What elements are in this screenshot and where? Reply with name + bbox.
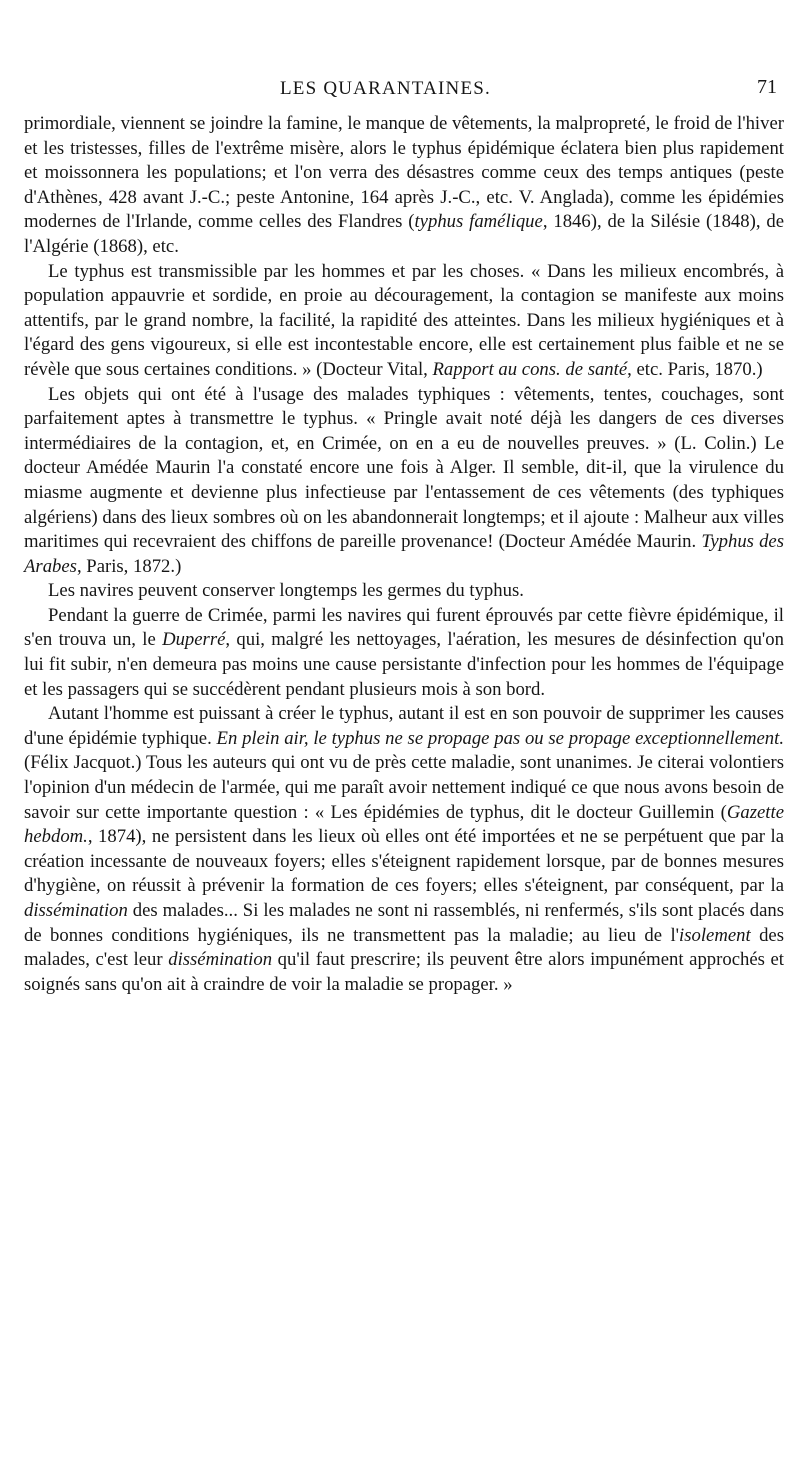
text-run: , Paris, 1872.) [76, 555, 182, 577]
text-run: Les objets qui ont été à l'usage des malades typhiques : vêtements, tentes, couchages, sont parfaitement aptes à transmettre le typhus. « Pringle avait noté déjà les dangers de ces diverses intermédiaires de la contagion, et, en Crimée, on en a eu de nouvelles preuves. » (L. Colin.) Le docteur Amédée Maurin l'a constaté encore une fois à Alger. Il semble, dit-il, que la virulence du miasme augmente et devienne plus infectieuse par l'entassement de ces vêtements (des typhiques algériens) dans des lieux sombres où on les abandonnerait longtemps; et il ajoute : Malheur aux villes maritimes qui recevraient des chiffons de pareille provenance! (Docteur Amédée Maurin. [24, 383, 784, 553]
text-run: (Félix Jacquot.) Tous les auteurs qui ont vu de près cette maladie, sont unanimes. Je citerai volontiers l'opinion d'un médecin de l'armée, qui me paraît avoir nettement indiqué ce que nous avons besoin de savoir sur cette importante question : « Les épidémies de typhus, dit le docteur Guillemin ( [24, 752, 784, 823]
text-run: Le typhus est transmissible par les hommes et par les choses. « Dans les milieux encombrés, à population appauvrie et sordide, en proie au découragement, la contagion se manifeste aux moins attentifs, par le grand nombre, la facilité, la rapidité des atteintes. Dans les milieux hygiéniques et à l'égard des gens vigoureux, si elle est incontestable encore, elle est certainement plus faible et ne se révèle que sous certaines conditions. » (Docteur Vital, [24, 260, 784, 380]
body-text [24, 112, 784, 997]
text-run: , 1846), de la Silésie (1848), de l'Algérie (1868), etc. [24, 211, 784, 257]
running-head [0, 78, 800, 108]
paragraph [24, 604, 784, 702]
italic-text: En plein air, le typhus ne se propage pas ou se propage exceptionnellement. [216, 727, 784, 749]
page-number: 71 [757, 76, 777, 98]
text-run: Les navires peuvent conserver longtemps les germes du typhus. [48, 580, 524, 602]
running-title: LES QUARANTAINES. [280, 78, 491, 99]
text-run: Autant l'homme est puissant à créer le typhus, autant il est en son pouvoir de supprimer les causes d'une épidémie typhique. [24, 703, 784, 749]
italic-text: Gazette hebdom. [24, 801, 784, 848]
text-run: des malades... Si les malades ne sont ni rassemblés, ni renfermés, s'ils sont placés dans de bonnes conditions hygiéniques, ils ne transmettent pas la maladie; au lieu de l' [24, 900, 784, 946]
text-run: Pendant la guerre de Crimée, parmi les navires qui furent éprouvés par cette fièvre épidémique, il s'en trouva un, le [24, 604, 784, 651]
text-run: des malades, c'est leur [24, 924, 784, 971]
italic-text: dissémination [168, 949, 273, 971]
italic-text: typhus famélique [414, 211, 543, 233]
paragraph [24, 260, 784, 383]
italic-text: Typhus des Arabes [24, 531, 784, 577]
paragraph [24, 579, 784, 604]
text-run: qu'il faut prescrire; ils peuvent être alors impunément approchés et soignés sans qu'on ait à craindre de voir la maladie se propager. » [24, 949, 784, 995]
text-run: , 1874), ne persistent dans les lieux où elles ont été importées et ne se perpétuent que par la création incessante de nouveaux foyers; elles s'éteignent rapidement lorsque, par de bonnes mesures d'hygiène, on réussit à prévenir la formation de ces foyers; elles s'éteignent, par conséquent, par la [24, 826, 784, 897]
text-run: , qui, malgré les nettoyages, l'aération, les mesures de désinfection qu'on lui fit subir, n'en demeura pas moins une cause persistante d'infection pour les hommes de l'équipage et les passagers qui se succédèrent pendant plusieurs mois à son bord. [24, 629, 784, 700]
paragraph [24, 112, 784, 260]
italic-text: Duperré [162, 629, 226, 651]
paragraph [24, 702, 784, 997]
text-run: , etc. Paris, 1870.) [627, 358, 763, 380]
italic-text: dissémination [24, 900, 128, 921]
italic-text: Rapport au cons. de santé [432, 358, 628, 380]
italic-text: isolement [679, 924, 751, 946]
text-run: primordiale, viennent se joindre la famine, le manque de vêtements, la malpropreté, le froid de l'hiver et les tristesses, filles de l'extrême misère, alors le typhus épidémique éclatera bien plus rapidement et moissonnera les populations; et l'on verra des désastres comme ceux des temps antiques (peste d'Athènes, 428 avant J.-C.; peste Antonine, 164 après J.-C., etc. V. Anglada), comme les épidémies modernes de l'Irlande, comme celles des Flandres ( [24, 113, 784, 233]
paragraph [24, 383, 784, 580]
